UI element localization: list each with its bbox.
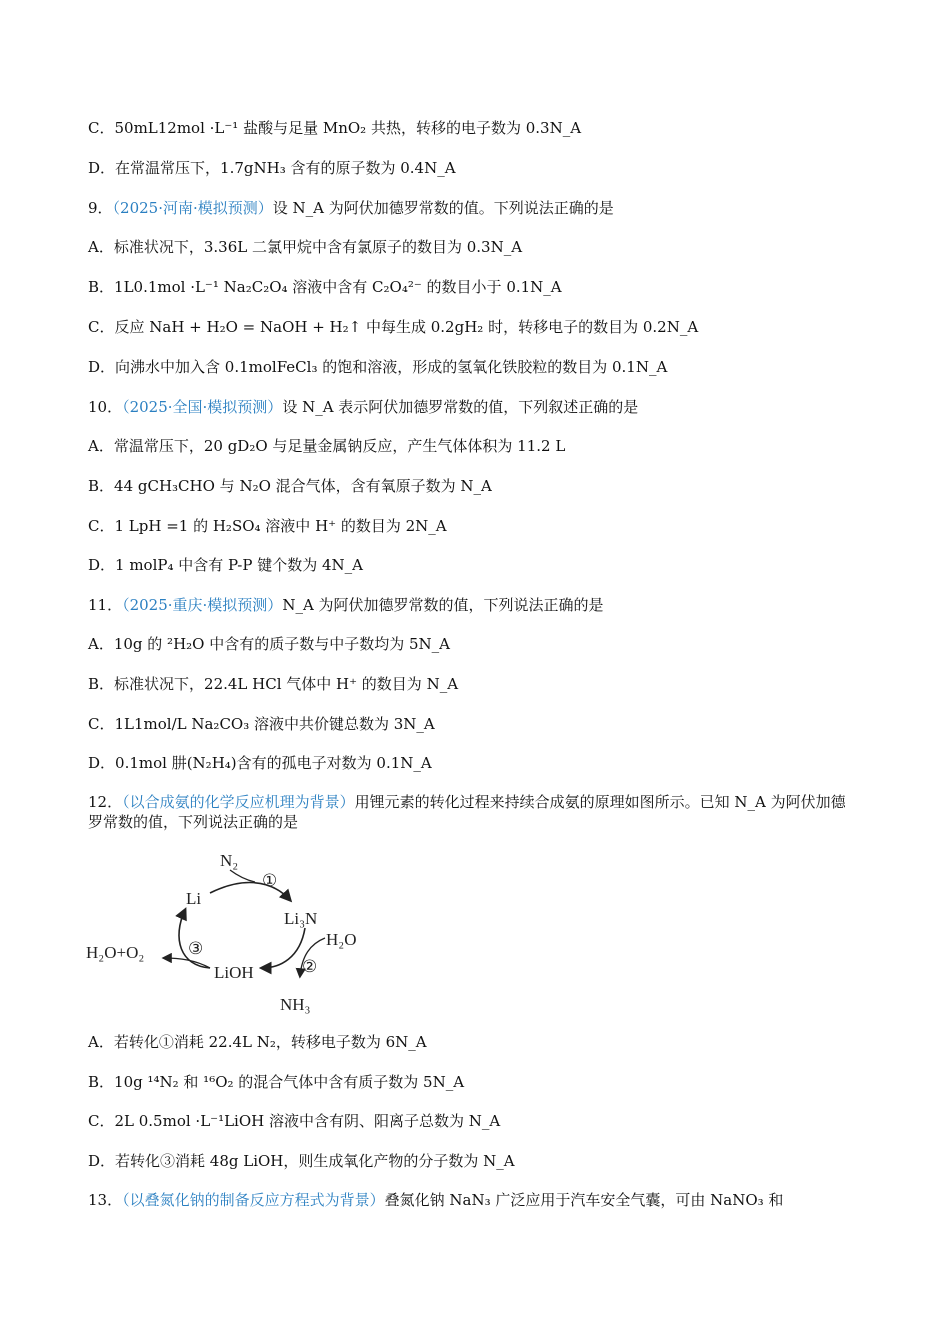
- line-text: C．1 LpH =1 的 H₂SO₄ 溶液中 H⁺ 的数目为 2N_A: [88, 517, 447, 535]
- line-text: 用锂元素的转化过程来持续合成氨的原理如图所示。已知 N_A 为阿伏加德罗常数的值，下列说法正确的是: [88, 793, 846, 831]
- label-n2: N₂: [220, 851, 239, 870]
- answer-option: [88, 436, 565, 456]
- answer-option: [88, 516, 447, 536]
- line-text: D．0.1mol 肼(N₂H₄)含有的孤电子对数为 0.1N_A: [88, 754, 432, 772]
- line-text: 设 N_A 表示阿伏加德罗常数的值，下列叙述正确的是: [282, 398, 639, 416]
- line-text: 叠氮化钠 NaN₃ 广泛应用于汽车安全气囊，可由 NaNO₃ 和: [384, 1191, 784, 1209]
- answer-option: [88, 1072, 464, 1092]
- lithium-cycle-diagram: [80, 848, 380, 1018]
- question-number: 12．: [88, 793, 123, 811]
- question-stem: [88, 595, 604, 615]
- answer-option: [88, 634, 450, 654]
- answer-option: [88, 277, 562, 297]
- label-lioh: LiOH: [214, 963, 254, 982]
- line-text: A．常温常压下，20 gD₂O 与足量金属钠反应，产生气体体积为 11.2 L: [88, 437, 566, 455]
- answer-option: [88, 1032, 427, 1052]
- line-text: B．44 gCH₃CHO 与 N₂O 混合气体，含有氧原子数为 N_A: [88, 477, 492, 495]
- answer-option: [88, 753, 432, 773]
- label-li3n: Li₃N: [284, 909, 318, 928]
- answer-option: [88, 714, 435, 734]
- answer-option: [88, 555, 363, 575]
- answer-option: [88, 357, 667, 377]
- line-text: C．1L1mol/L Na₂CO₃ 溶液中共价键总数为 3N_A: [88, 715, 435, 733]
- question-stem: [88, 198, 614, 218]
- answer-option: [88, 1151, 515, 1171]
- line-text: N_A 为阿伏加德罗常数的值，下列说法正确的是: [282, 596, 604, 614]
- line-text: A．标准状况下，3.36L 二氯甲烷中含有氯原子的数目为 0.3N_A: [88, 238, 523, 256]
- line-text: B．10g ¹⁴N₂ 和 ¹⁶O₂ 的混合气体中含有质子数为 5N_A: [88, 1073, 465, 1091]
- answer-option: [88, 158, 456, 178]
- label-step2: ②: [302, 957, 318, 976]
- answer-option: [88, 317, 698, 337]
- arrow-li-to-li3n: [210, 883, 290, 900]
- question-source: （2025·重庆·模拟预测）: [122, 596, 283, 614]
- question-source: （以叠氮化钠的制备反应方程式为背景）: [122, 1191, 385, 1209]
- question-source: （2025·全国·模拟预测）: [122, 398, 283, 416]
- line-text: D．在常温常压下，1.7gNH₃ 含有的原子数为 0.4N_A: [88, 159, 456, 177]
- label-nh3: NH₃: [280, 995, 311, 1014]
- line-text: D．向沸水中加入含 0.1molFeCl₃ 的饱和溶液，形成的氢氧化铁胶粒的数目为 0.1N_A: [88, 358, 668, 376]
- arrow-li3n-to-lioh: [262, 928, 305, 968]
- answer-option: [88, 118, 581, 138]
- label-h2o-o2: H₂O+O₂: [86, 943, 145, 962]
- arrow-n2-in: [230, 870, 255, 882]
- question-number: 13．: [88, 1191, 123, 1209]
- question-stem: [88, 397, 638, 417]
- line-text: A．若转化①消耗 22.4L N₂，转移电子数为 6N_A: [88, 1033, 427, 1051]
- label-step1: ①: [262, 871, 278, 890]
- question-number: 9．: [88, 199, 113, 217]
- line-text: B．标准状况下，22.4L HCl 气体中 H⁺ 的数目为 N_A: [88, 675, 459, 693]
- answer-option: [88, 237, 522, 257]
- line-text: 设 N_A 为阿伏加德罗常数的值。下列说法正确的是: [272, 199, 614, 217]
- line-text: C．反应 NaH + H₂O = NaOH + H₂↑ 中每生成 0.2gH₂ 时，转移电子的数目为 0.2N_A: [88, 318, 699, 336]
- question-stem: [88, 792, 854, 832]
- answer-option: [88, 1111, 500, 1131]
- question-source: （以合成氨的化学反应机理为背景）: [122, 793, 355, 811]
- question-number: 11．: [88, 596, 123, 614]
- label-h2o: H₂O: [326, 930, 357, 949]
- line-text: D．若转化③消耗 48g LiOH，则生成氧化产物的分子数为 N_A: [88, 1152, 515, 1170]
- answer-option: [88, 674, 458, 694]
- question-stem: [88, 1190, 783, 1210]
- label-step3: ③: [188, 939, 204, 958]
- answer-option: [88, 476, 492, 496]
- question-source: （2025·河南·模拟预测）: [112, 199, 273, 217]
- label-li: Li: [186, 889, 202, 908]
- question-number: 10．: [88, 398, 123, 416]
- line-text: C．50mL12mol ·L⁻¹ 盐酸与足量 MnO₂ 共热，转移的电子数为 0.3N_A: [88, 119, 582, 137]
- line-text: C．2L 0.5mol ·L⁻¹LiOH 溶液中含有阴、阳离子总数为 N_A: [88, 1112, 501, 1130]
- line-text: D．1 molP₄ 中含有 P-P 键个数为 4N_A: [88, 556, 364, 574]
- line-text: B．1L0.1mol ·L⁻¹ Na₂C₂O₄ 溶液中含有 C₂O₄²⁻ 的数目小于 0.1N_A: [88, 278, 562, 296]
- line-text: A．10g 的 ²H₂O 中含有的质子数与中子数均为 5N_A: [88, 635, 451, 653]
